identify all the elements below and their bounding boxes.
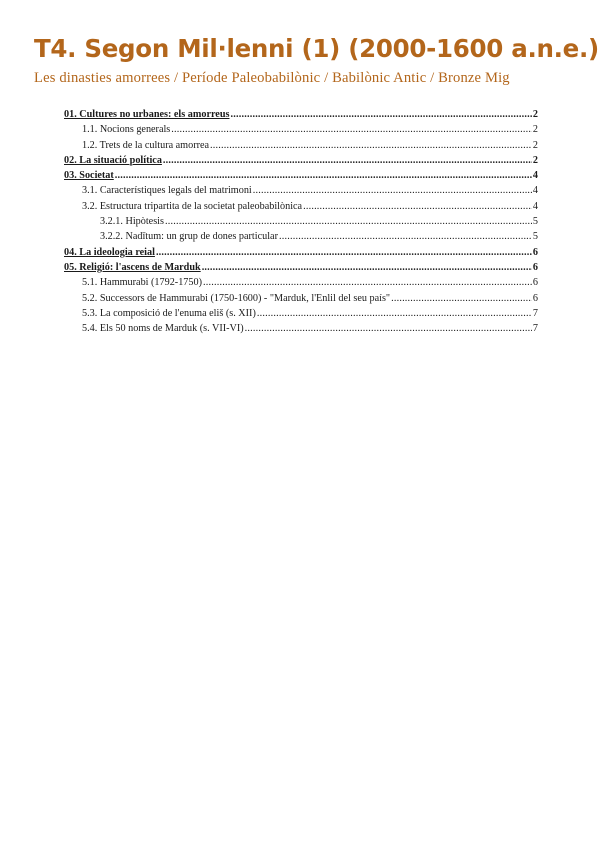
toc-entry[interactable] xyxy=(64,138,538,153)
toc-page-number: 4 xyxy=(532,200,538,212)
toc-dot-leader xyxy=(165,214,532,229)
toc-entry[interactable] xyxy=(64,199,538,214)
toc-page-number: 2 xyxy=(532,109,538,120)
toc-page-number: 6 xyxy=(532,292,538,304)
toc-entry-label: 1.2. Trets de la cultura amorrea xyxy=(82,139,210,151)
toc-page-number: 2 xyxy=(532,154,538,166)
toc-entry-label: 01. Cultures no urbanes: els amorreus xyxy=(64,109,230,120)
toc-dot-leader xyxy=(210,138,532,153)
toc-entry[interactable] xyxy=(64,321,538,336)
toc-entry-label: 1.1. Nocions generals xyxy=(82,124,171,136)
toc-entry-label: 5.3. La composició de l'enuma eliš (s. XII) xyxy=(82,307,256,319)
table-of-contents xyxy=(64,107,538,336)
page-title: T4. Segon Mil·lenni (1) (2000-1600 a.n.e.) xyxy=(34,34,599,63)
toc-dot-leader xyxy=(156,245,532,260)
toc-entry[interactable] xyxy=(64,260,538,275)
toc-entry[interactable] xyxy=(64,229,538,244)
toc-entry-label: 5.4. Els 50 noms de Marduk (s. VII-VI) xyxy=(82,323,244,335)
toc-entry-label: 3.2. Estructura tripartita de la societat paleobabilònica xyxy=(82,200,303,212)
toc-entry[interactable] xyxy=(64,291,538,306)
toc-entry[interactable] xyxy=(64,306,538,321)
toc-dot-leader xyxy=(163,153,532,168)
toc-dot-leader xyxy=(257,306,532,321)
page-subtitle: Les dinasties amorrees / Període Paleobabilònic / Babilònic Antic / Bronze Mig xyxy=(34,70,510,86)
toc-entry-label: 05. Religió: l'ascens de Marduk xyxy=(64,261,201,273)
toc-dot-leader xyxy=(202,260,532,275)
toc-entry[interactable] xyxy=(64,122,538,137)
toc-entry-label: 5.2. Successors de Hammurabi (1750-1600) - "Marduk, l'Enlil del seu país" xyxy=(82,292,391,304)
toc-page-number: 5 xyxy=(532,216,538,228)
toc-entry[interactable] xyxy=(64,153,538,168)
toc-dot-leader xyxy=(303,199,532,214)
toc-entry[interactable] xyxy=(64,168,538,183)
toc-page-number: 4 xyxy=(532,185,538,197)
toc-page-number: 6 xyxy=(532,246,538,258)
toc-page-number: 7 xyxy=(532,307,538,319)
toc-page-number: 2 xyxy=(532,139,538,151)
toc-dot-leader xyxy=(115,168,532,183)
toc-entry[interactable] xyxy=(64,245,538,260)
toc-entry-label: 3.2.2. Nadītum: un grup de dones particular xyxy=(100,231,278,243)
toc-entry[interactable] xyxy=(64,214,538,229)
toc-entry-label: 03. Societat xyxy=(64,170,114,182)
toc-entry[interactable] xyxy=(64,183,538,198)
toc-dot-leader xyxy=(230,107,531,122)
toc-dot-leader xyxy=(279,229,532,244)
toc-dot-leader xyxy=(203,275,532,290)
toc-dot-leader xyxy=(171,122,532,137)
toc-page-number: 7 xyxy=(532,323,538,335)
toc-page-number: 2 xyxy=(532,124,538,136)
toc-entry-label: 3.1. Característiques legals del matrimoni xyxy=(82,185,252,197)
toc-page-number: 6 xyxy=(532,277,538,289)
toc-page-number: 5 xyxy=(532,231,538,243)
toc-entry-label: 3.2.1. Hipòtesis xyxy=(100,216,164,228)
toc-dot-leader xyxy=(245,321,532,336)
toc-entry-label: 04. La ideologia reial xyxy=(64,246,155,258)
toc-page-number: 6 xyxy=(532,261,538,273)
toc-entry-label: 02. La situació política xyxy=(64,154,162,166)
toc-dot-leader xyxy=(253,183,532,198)
toc-page-number: 4 xyxy=(532,170,538,182)
toc-entry[interactable] xyxy=(64,107,538,122)
toc-entry-label: 5.1. Hammurabi (1792-1750) xyxy=(82,277,202,289)
toc-entry[interactable] xyxy=(64,275,538,290)
toc-dot-leader xyxy=(391,291,532,306)
